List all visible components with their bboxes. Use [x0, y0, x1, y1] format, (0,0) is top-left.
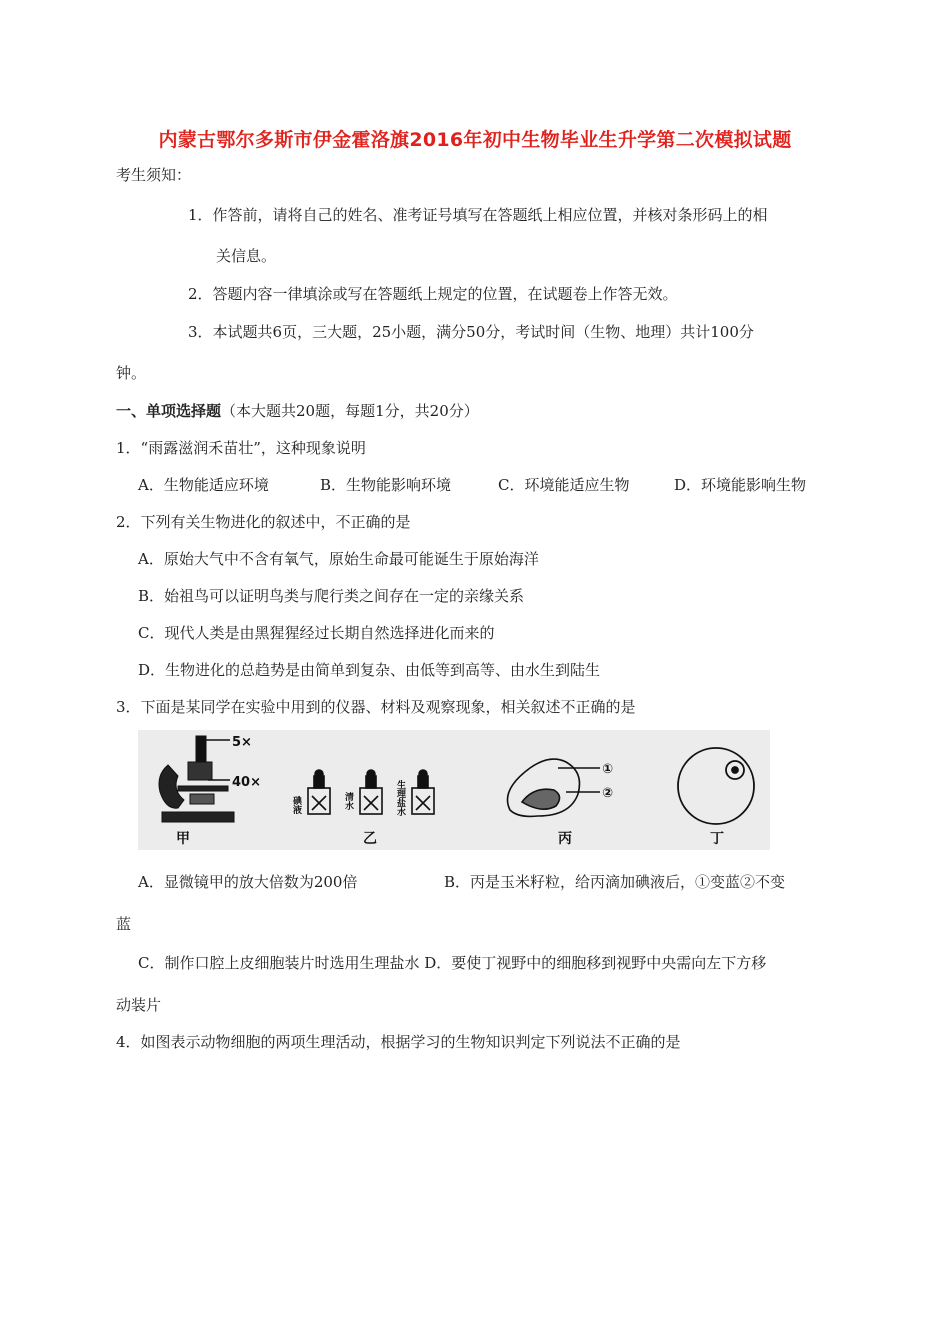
q2-option-b: B．始祖鸟可以证明鸟类与爬行类之间存在一定的亲缘关系	[138, 587, 525, 605]
q2-option-a: A．原始大气中不含有氧气，原始生命最可能诞生于原始海洋	[138, 550, 539, 568]
corn-kernel-icon	[508, 759, 601, 816]
q1-option-b: B．生物能影响环境	[320, 476, 452, 494]
field-of-view-icon	[678, 748, 754, 824]
document-title: 内蒙古鄂尔多斯市伊金霍洛旗2016年初中生物毕业生升学第二次模拟试题	[158, 129, 792, 151]
notice-item-2: 2．答题内容一律填涂或写在答题纸上规定的位置，在试题卷上作答无效。	[188, 285, 678, 303]
q3-figure-drawing	[138, 730, 770, 850]
section-title: 一、单项选择题	[116, 402, 222, 420]
bottle-label-saline: 生理盐水	[395, 780, 405, 816]
objective-mark: 40×	[232, 775, 261, 790]
figure-label-yi: 乙	[363, 831, 377, 847]
q3-stem: 3．下面是某同学在实验中用到的仪器、材料及观察现象，相关叙述不正确的是	[116, 698, 636, 716]
q4-stem: 4．如图表示动物细胞的两项生理活动，根据学习的生物知识判定下列说法不正确的是	[116, 1033, 681, 1051]
notice-heading: 考生须知：	[116, 166, 192, 184]
q1-option-d: D．环境能影响生物	[674, 476, 807, 494]
q3-figure	[138, 730, 770, 850]
eyepiece-mark: 5×	[232, 735, 252, 750]
q3-option-b-cont: 蓝	[116, 915, 132, 933]
notice-item-1: 1．作答前，请将自己的姓名、准考证号填写在答题纸上相应位置，并核对条形码上的相	[188, 206, 768, 224]
section-heading	[116, 401, 479, 421]
microscope-icon	[159, 736, 234, 822]
eyepiece-tube	[196, 736, 206, 762]
q2-option-c: C．现代人类是由黑猩猩经过长期自然选择进化而来的	[138, 624, 495, 642]
q1-option-a: A．生物能适应环境	[138, 476, 269, 494]
figure-label-ding: 丁	[710, 831, 724, 847]
notice-item-1-cont: 关信息。	[216, 247, 277, 265]
notice-item-3-cont: 钟。	[116, 364, 147, 382]
bottle-label-iodine: 碘液	[291, 796, 301, 814]
q3-option-a: A．显微镜甲的放大倍数为200倍	[138, 873, 358, 891]
figure-label-jia: 甲	[176, 831, 190, 847]
bottle-label-water: 清水	[343, 792, 353, 810]
notice-item-3: 3．本试题共6页，三大题，25小题，满分50分，考试时间（生物、地理）共计100分	[188, 323, 754, 341]
section-note: （本大题共20题，每题1分，共20分）	[221, 402, 479, 420]
q2-stem: 2．下列有关生物进化的叙述中，不正确的是	[116, 513, 411, 531]
q3-option-d-cont: 动装片	[116, 996, 162, 1014]
kernel-mark-1: ①	[602, 762, 614, 777]
kernel-mark-2: ②	[602, 786, 614, 801]
q2-option-d: D．生物进化的总趋势是由简单到复杂、由低等到高等、由水生到陆生	[138, 661, 601, 679]
q3-option-b: B．丙是玉米籽粒，给丙滴加碘液后，①变蓝②不变	[444, 873, 786, 891]
reagent-bottles-icon	[308, 770, 434, 814]
q1-stem: 1．“雨露滋润禾苗壮”，这种现象说明	[116, 439, 366, 457]
figure-label-bing: 丙	[558, 831, 572, 847]
q3-option-cd: C．制作口腔上皮细胞装片时选用生理盐水 D．要使丁视野中的细胞移到视野中央需向左下方移	[138, 954, 767, 972]
q1-option-c: C．环境能适应生物	[498, 476, 630, 494]
